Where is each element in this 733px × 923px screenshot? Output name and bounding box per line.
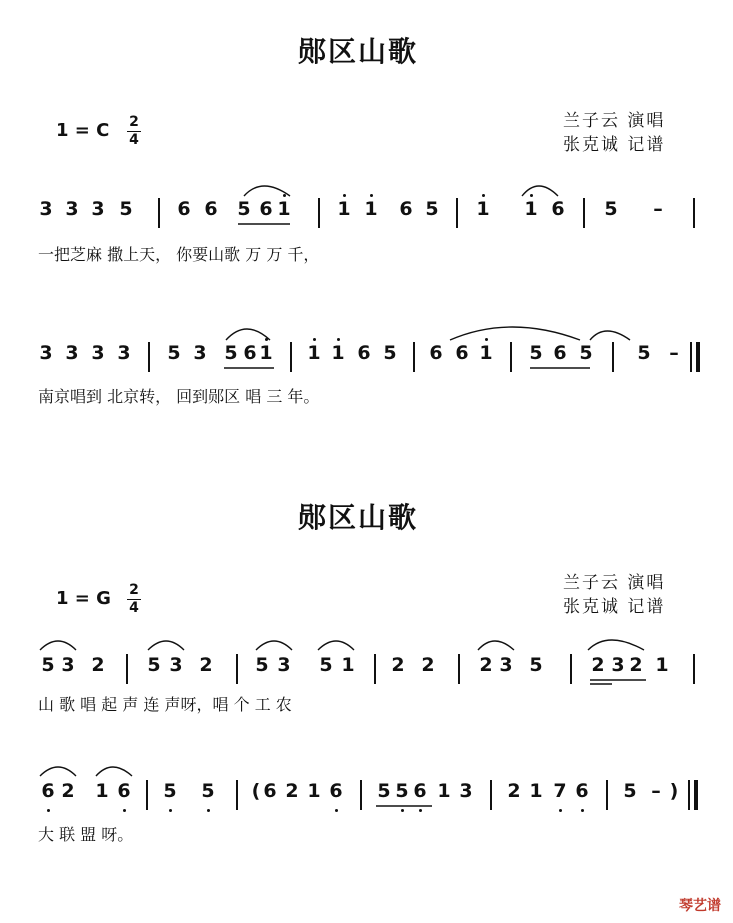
song1-lyrics-line1: 一把芝麻 撒上天， 你要山歌 万 万 千， [38,245,320,264]
song2-time-signature: 2 4 [127,583,141,616]
song2-lyrics-line1: 山 歌 唱 起 声 连 声呀，唱 个 工 农 [38,695,292,714]
song2-singer: 兰子云 演唱 [563,573,666,593]
song2-staff-line2: 6 2 1 6 5 5 ( 6 2 1 6 5 5 6 1 3 2 1 7 6 5 – ) 大 联 盟 呀。 [38,780,698,820]
song2-transcriber: 张克诚 记谱 [563,597,666,617]
song1-key: 1 = C [56,120,110,141]
song1-transcriber: 张克诚 记谱 [563,135,666,155]
song1-time-signature: 2 4 [127,115,141,148]
song1-lyrics-line2: 南京唱到 北京转， 回到郧区 唱 三 年。 [38,387,320,406]
watermark-logo: 琴艺谱 [679,898,721,914]
song2-title: 郧区山歌 [298,501,419,534]
song1-title: 郧区山歌 [298,35,419,68]
song1-staff-line2: 3 3 3 3 5 3 5 6 1 1 1 6 5 6 6 1 5 6 5 5 – 南京唱到 北京转， 回到郧区 唱 三 年。 [38,342,698,382]
song2-staff-line1: 5 3 2 5 3 2 5 3 5 1 2 2 2 3 5 2 3 2 1 山 歌 唱 起 声 连 声呀，唱 个 工 农 [38,654,698,694]
song2-lyrics-line2: 大 联 盟 呀。 [38,825,134,844]
song1-staff-line1: 3 3 3 5 6 6 5 6 1 1 1 6 5 1 1 6 5 – 一把芝麻 撒上天， 你要山歌 万 万 千， [38,198,698,238]
song2-key: 1 = G [56,588,111,609]
song1-singer: 兰子云 演唱 [563,111,666,131]
